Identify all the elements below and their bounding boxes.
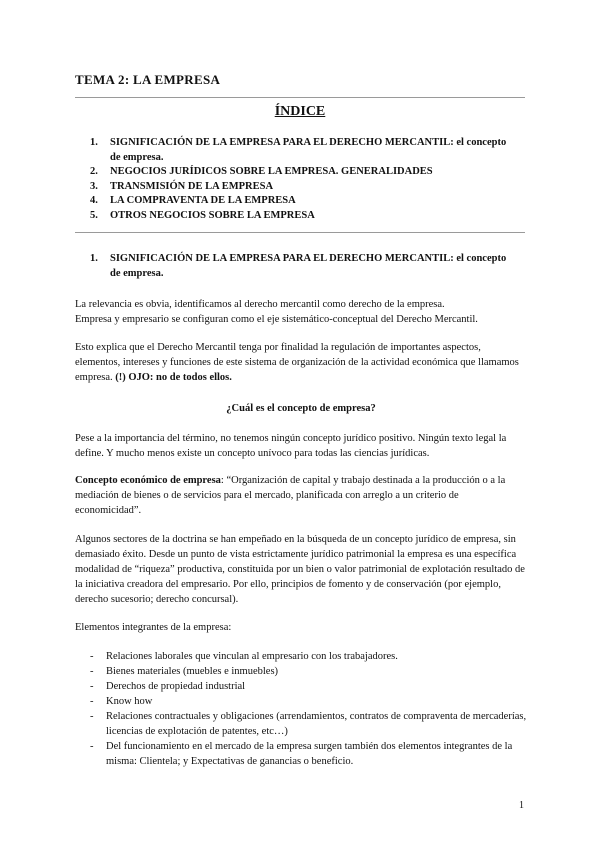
- table-of-contents: [90, 136, 510, 223]
- page-title: TEMA 2: LA EMPRESA: [75, 72, 221, 87]
- paragraph-economic-concept: [75, 473, 527, 518]
- section-number: 1.: [90, 253, 98, 264]
- bullet-dash: -: [90, 741, 94, 752]
- paragraph-elements-intro: Elementos integrantes de la empresa:: [75, 622, 232, 633]
- toc-number: 1.: [90, 137, 98, 148]
- section-heading-item: [90, 252, 510, 281]
- bullet-dash: -: [90, 696, 94, 707]
- paragraph-concept: Pese a la importancia del término, no tenemos ningún concepto jurídico positivo. Ningún texto legal la define. Y mucho menos existe un concepto unívoco para todas las ciencias jurídicas.: [75, 433, 507, 459]
- paragraph-text: Esto explica que el Derecho Mercantil tenga por finalidad la regulación de importantes aspectos, elementos, intereses y funciones de este sistema de organización de la actividad económica que llamamos empresa.: [75, 342, 519, 383]
- term-label: Concepto económico de empresa: [75, 475, 221, 486]
- list-item-text: Know how: [106, 696, 153, 707]
- toc-text: OTROS NEGOCIOS SOBRE LA EMPRESA: [110, 209, 315, 221]
- section-title: SIGNIFICACIÓN DE LA EMPRESA PARA EL DERECHO MERCANTIL: el concepto de empresa.: [110, 253, 507, 279]
- paragraph-line: Empresa y empresario se configuran como el eje sistemático-conceptual del Derecho Mercantil.: [75, 314, 478, 325]
- bullet-dash: -: [90, 666, 94, 677]
- toc-text: NEGOCIOS JURÍDICOS SOBRE LA EMPRESA. GENERALIDADES: [110, 166, 433, 177]
- bullet-dash: -: [90, 711, 94, 722]
- section-heading: [90, 252, 510, 281]
- toc-item: [90, 136, 510, 165]
- divider: [75, 97, 525, 98]
- list-item-text: Relaciones contractuales y obligaciones (arrendamientos, contratos de compraventa de mercaderías, licencias de explotación de patentes, etc…): [106, 711, 527, 737]
- toc-number: 3.: [90, 180, 98, 192]
- toc-text: LA COMPRAVENTA DE LA EMPRESA: [110, 195, 296, 206]
- toc-text: SIGNIFICACIÓN DE LA EMPRESA PARA EL DERECHO MERCANTIL: el concepto de empresa.: [110, 137, 507, 163]
- toc-number: 5.: [90, 209, 98, 221]
- list-item: [90, 694, 530, 709]
- toc-number: 4.: [90, 195, 98, 206]
- page-number: 1: [519, 800, 524, 811]
- term-definition: : “Organización de capital y trabajo destinada a la producción o a la mediación de bienes o de servicios para el mercado, planificada con arreglo a un criterio de economicidad”.: [75, 475, 506, 516]
- list-item: [90, 709, 530, 739]
- list-item-text: Relaciones laborales que vinculan al empresario con los trabajadores.: [106, 651, 398, 662]
- list-item-text: Derechos de propiedad industrial: [106, 681, 246, 692]
- paragraph-relevance: [75, 297, 527, 327]
- paragraph-doctrine: Algunos sectores de la doctrina se han empeñado en la búsqueda de un concepto jurídico de empresa, sin demasiado éxito. Desde un punto de vista estrictamente jurídico patrimonial la empresa es una específica modalidad de “riqueza” productiva, constituida por un bien o valor patrimonial de explotación resultado de la iniciativa creadora del empresario. Por ello, principios de fomento y de conservación (por ejemplo, derecho sucesorio; derecho concursal).: [75, 534, 525, 605]
- index-heading: ÍNDICE: [274, 104, 326, 119]
- warning-note: (!) OJO: no de todos ellos.: [115, 372, 232, 383]
- list-item: [90, 679, 530, 694]
- toc-item: [90, 165, 510, 180]
- toc-number: 2.: [90, 166, 98, 177]
- list-item: [90, 739, 530, 769]
- list-item: [90, 664, 530, 679]
- divider: [75, 232, 525, 233]
- toc-item: [90, 180, 510, 195]
- paragraph-line: La relevancia es obvia, identificamos al derecho mercantil como derecho de la empresa.: [75, 299, 445, 310]
- list-item-text: Bienes materiales (muebles e inmuebles): [106, 666, 279, 677]
- elements-list: [90, 649, 530, 769]
- list-item-text: Del funcionamiento en el mercado de la empresa surgen también dos elementos integrantes de la misma: Clientela; y Expectativas de ganancias o beneficio.: [106, 741, 513, 767]
- list-item: [90, 649, 530, 664]
- paragraph-finalidad: [75, 340, 527, 385]
- bullet-dash: -: [90, 681, 94, 692]
- toc-item: [90, 194, 510, 209]
- question-heading: ¿Cuál es el concepto de empresa?: [226, 403, 376, 414]
- bullet-dash: -: [90, 651, 94, 662]
- toc-item: [90, 209, 510, 224]
- toc-text: TRANSMISIÓN DE LA EMPRESA: [110, 180, 274, 192]
